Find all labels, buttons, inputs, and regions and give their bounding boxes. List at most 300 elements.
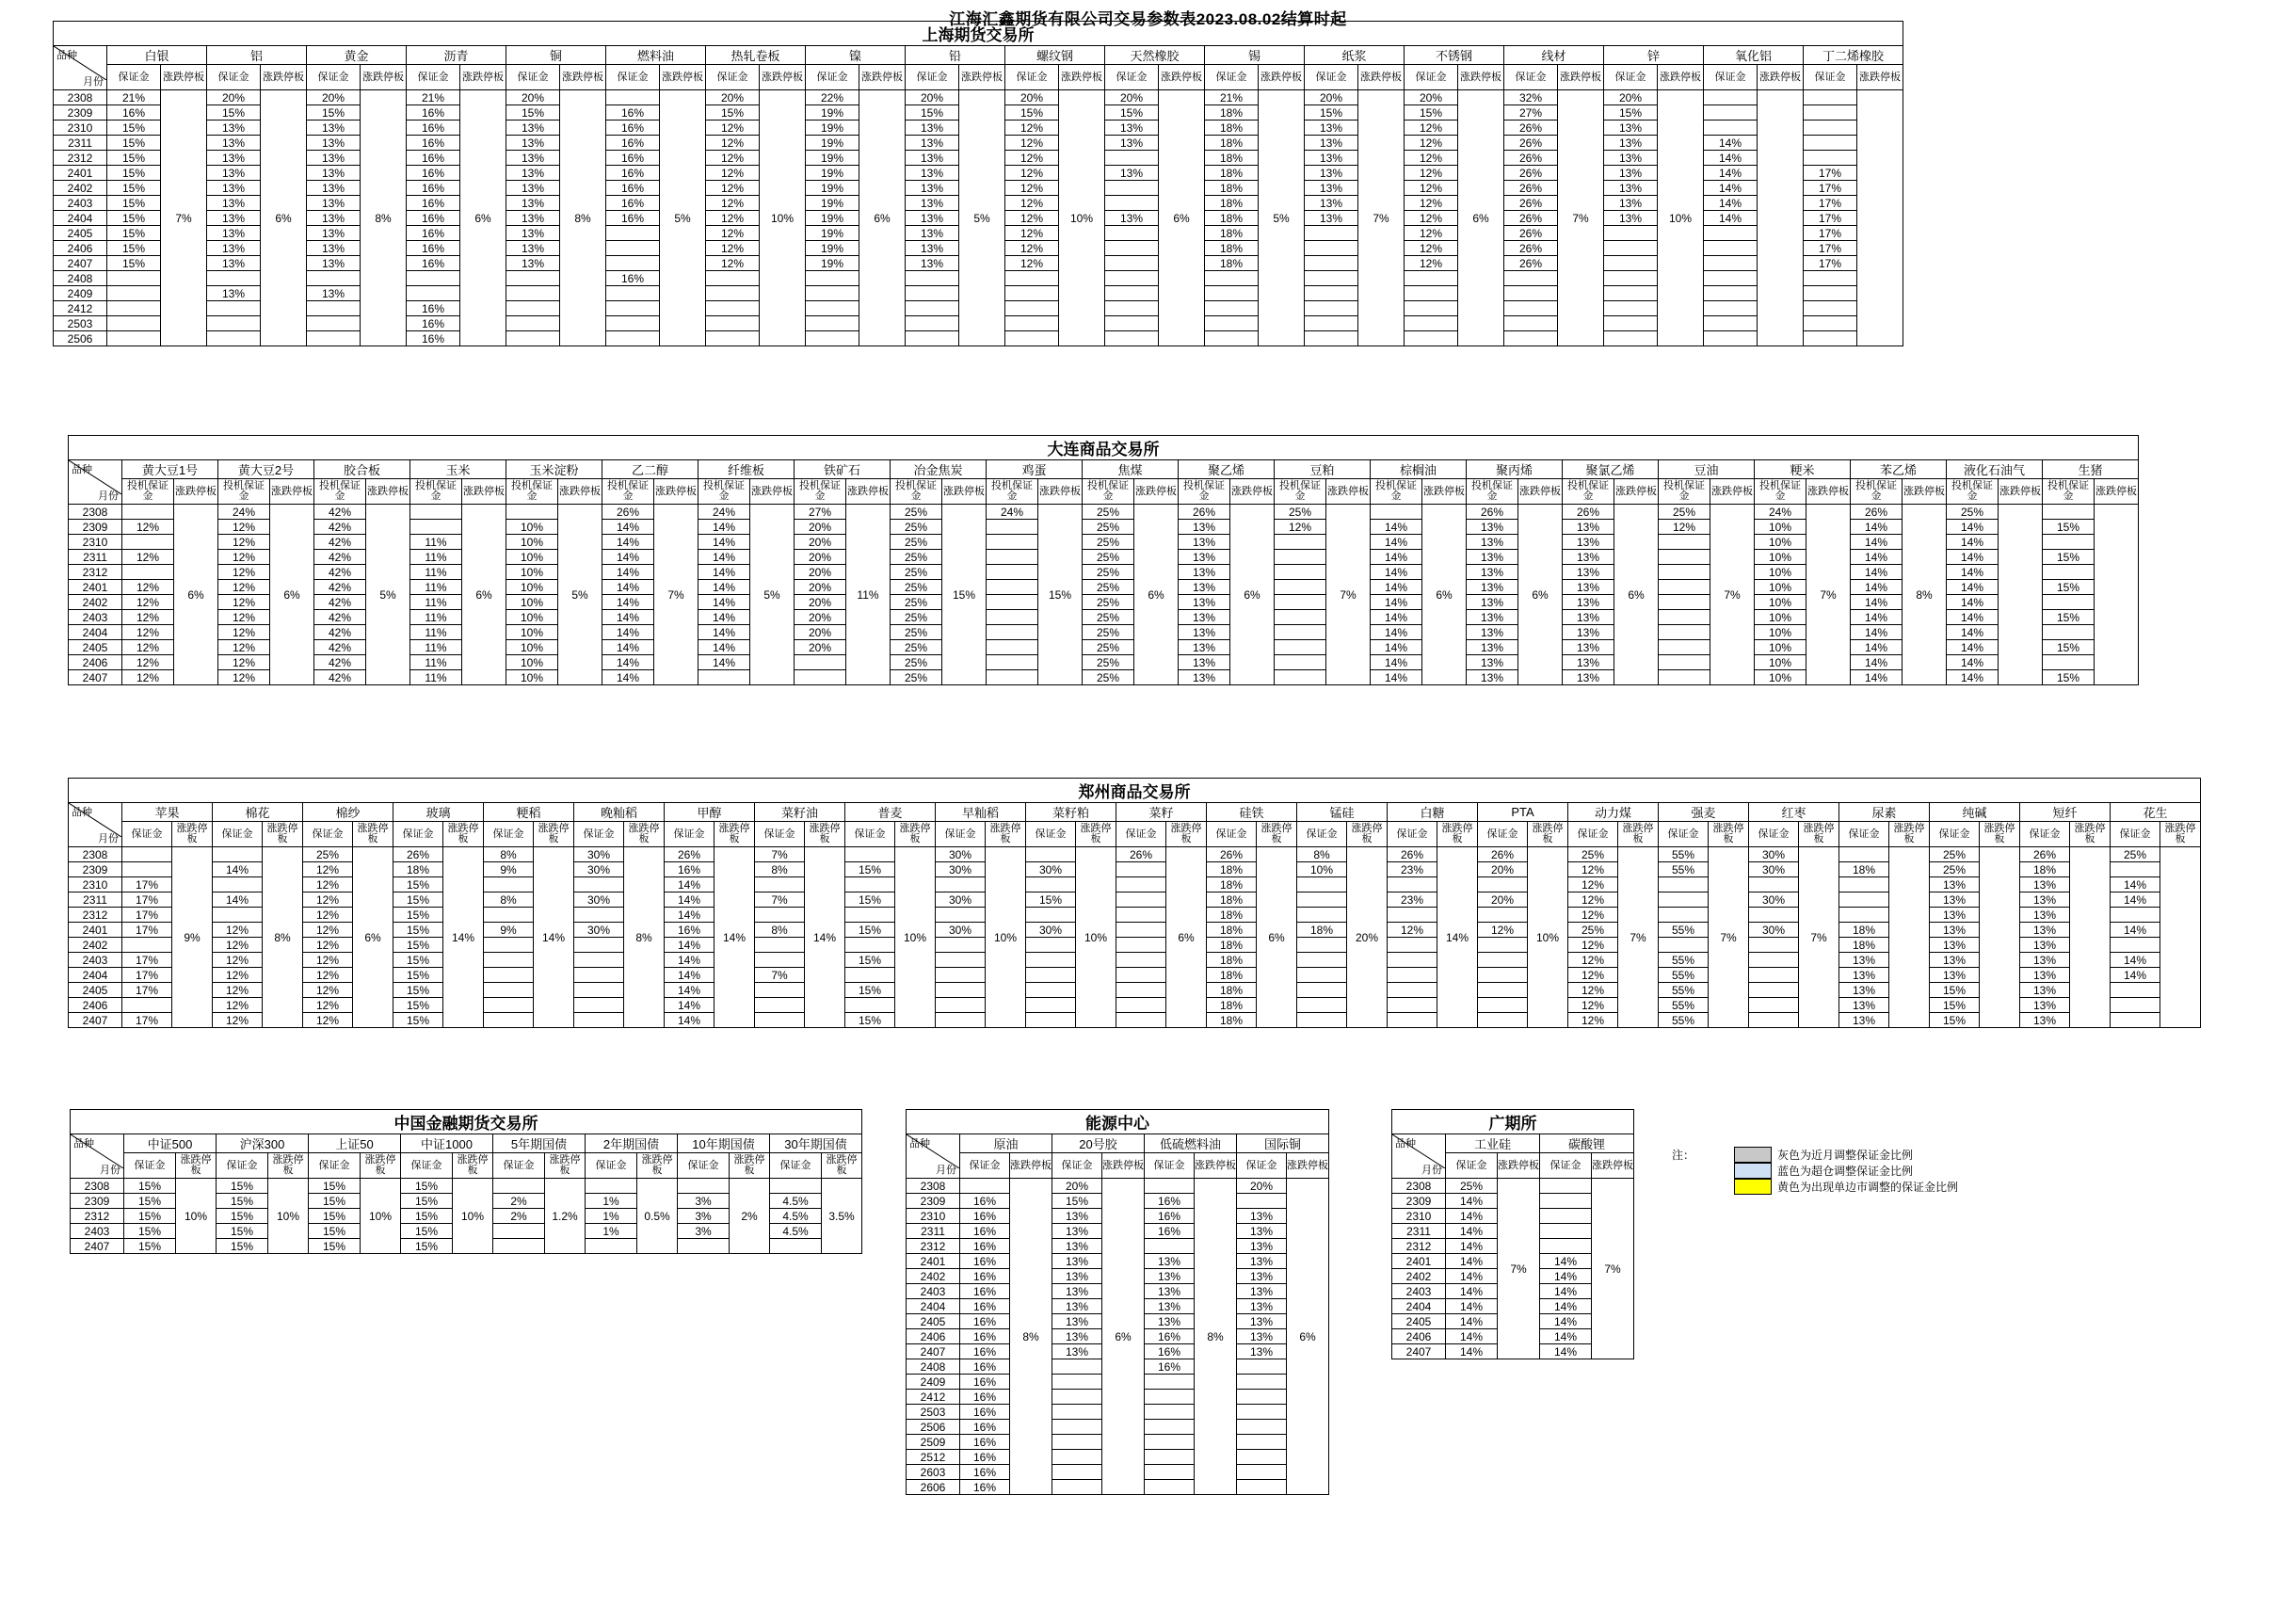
margin-cell: 13% — [2020, 953, 2070, 968]
margin-cell — [107, 301, 161, 316]
margin-cell: 13% — [1604, 196, 1658, 211]
margin-cell: 42% — [314, 520, 366, 535]
product-header: 豆油 — [1659, 460, 1755, 479]
margin-cell: 12% — [1405, 196, 1458, 211]
margin-cell: 13% — [906, 241, 959, 256]
margin-cell: 12% — [303, 908, 353, 923]
month-label: 2503 — [54, 316, 107, 331]
margin-cell — [1116, 892, 1166, 908]
margin-cell: 26% — [1504, 226, 1558, 241]
margin-cell: 14% — [1704, 136, 1758, 151]
margin-cell: 17% — [122, 983, 172, 998]
margin-cell: 12% — [213, 938, 263, 953]
margin-cell: 12% — [1005, 211, 1059, 226]
month-label: 2404 — [1392, 1299, 1446, 1314]
limit-sub-header: 涨跌停板 — [730, 1153, 770, 1179]
margin-cell: 18% — [1839, 923, 1889, 938]
margin-cell — [845, 938, 895, 953]
margin-cell — [1504, 331, 1558, 346]
margin-cell: 18% — [1297, 923, 1347, 938]
margin-cell: 14% — [698, 625, 750, 640]
limit-sub-header: 涨跌停板 — [2070, 822, 2111, 847]
margin-sub-header: 保证金 — [1052, 1153, 1102, 1179]
margin-cell — [806, 316, 859, 331]
margin-cell — [936, 1013, 986, 1028]
corner-bottom-label: 月份 — [936, 1165, 956, 1176]
margin-cell: 14% — [1446, 1344, 1498, 1359]
margin-cell — [1052, 1465, 1102, 1480]
margin-cell: 20% — [1052, 1179, 1102, 1194]
margin-cell: 11% — [410, 610, 462, 625]
month-label: 2405 — [54, 226, 107, 241]
margin-cell: 12% — [213, 1013, 263, 1028]
margin-cell: 13% — [1105, 166, 1159, 181]
margin-sub-header: 保证金 — [1568, 822, 1618, 847]
corner-header — [54, 46, 107, 90]
margin-cell: 12% — [218, 580, 270, 595]
limit-sub-header: 涨跌停板 — [270, 479, 314, 505]
margin-cell: 13% — [906, 136, 959, 151]
margin-cell — [678, 1239, 730, 1254]
margin-cell: 30% — [1749, 923, 1799, 938]
margin-cell: 12% — [1405, 121, 1458, 136]
margin-cell: 13% — [2020, 968, 2070, 983]
margin-cell: 13% — [1145, 1299, 1195, 1314]
margin-cell: 14% — [1947, 535, 1999, 550]
margin-cell — [1540, 1239, 1592, 1254]
margin-cell: 13% — [1467, 595, 1518, 610]
margin-cell: 15% — [393, 877, 443, 892]
margin-cell: 14% — [1371, 520, 1422, 535]
margin-cell: 13% — [1305, 151, 1358, 166]
margin-cell: 15% — [124, 1224, 176, 1239]
margin-cell: 13% — [906, 226, 959, 241]
margin-cell: 12% — [1405, 166, 1458, 181]
margin-cell — [1305, 226, 1358, 241]
margin-cell — [1275, 610, 1326, 625]
margin-cell — [1659, 580, 1710, 595]
margin-cell — [107, 286, 161, 301]
margin-cell — [1405, 316, 1458, 331]
margin-cell — [606, 301, 660, 316]
margin-cell: 9% — [484, 862, 534, 877]
margin-sub-header: 投机保证金 — [1083, 479, 1134, 505]
margin-cell: 14% — [1851, 655, 1903, 670]
margin-cell: 20% — [795, 580, 846, 595]
margin-cell: 13% — [207, 151, 261, 166]
margin-cell: 16% — [960, 1375, 1010, 1390]
margin-cell: 12% — [706, 226, 760, 241]
margin-cell — [1297, 998, 1347, 1013]
margin-cell — [606, 256, 660, 271]
margin-cell — [1478, 877, 1528, 892]
margin-cell: 25% — [2111, 847, 2160, 862]
margin-cell: 12% — [213, 953, 263, 968]
margin-cell — [906, 331, 959, 346]
margin-cell: 16% — [960, 1239, 1010, 1254]
margin-cell: 12% — [218, 625, 270, 640]
margin-cell: 15% — [1105, 105, 1159, 121]
margin-cell: 14% — [698, 640, 750, 655]
margin-cell: 16% — [960, 1450, 1010, 1465]
margin-cell: 15% — [393, 923, 443, 938]
margin-cell: 13% — [906, 151, 959, 166]
margin-cell: 25% — [891, 595, 942, 610]
month-label: 2405 — [907, 1314, 960, 1329]
margin-cell: 12% — [122, 640, 174, 655]
margin-cell — [1052, 1390, 1102, 1405]
limit-sub-header: 涨跌停板 — [172, 822, 213, 847]
margin-cell: 18% — [1205, 256, 1259, 271]
product-header: 低硫燃料油 — [1145, 1134, 1237, 1153]
margin-cell: 12% — [706, 181, 760, 196]
product-header: 碳酸锂 — [1540, 1134, 1634, 1153]
margin-cell — [1540, 1224, 1592, 1239]
margin-cell: 16% — [606, 196, 660, 211]
limit-sub-header: 涨跌停板 — [1134, 479, 1179, 505]
margin-cell: 10% — [1755, 580, 1806, 595]
margin-cell — [1388, 877, 1437, 892]
month-label: 2312 — [69, 565, 122, 580]
margin-cell — [1659, 640, 1710, 655]
margin-sub-header: 保证金 — [770, 1153, 822, 1179]
margin-cell: 25% — [303, 847, 353, 862]
margin-cell — [1116, 923, 1166, 938]
limit-sub-header: 涨跌停板 — [261, 65, 307, 90]
section-ine — [906, 1109, 1329, 1495]
margin-cell: 13% — [506, 211, 560, 226]
limit-sub-header: 涨跌停板 — [1518, 479, 1563, 505]
margin-cell: 24% — [987, 505, 1038, 520]
month-label: 2404 — [907, 1299, 960, 1314]
margin-cell: 25% — [1446, 1179, 1498, 1194]
margin-cell: 13% — [1930, 923, 1980, 938]
margin-cell: 14% — [2111, 892, 2160, 908]
margin-cell: 16% — [407, 301, 460, 316]
month-label: 2402 — [69, 938, 122, 953]
product-header: 铝 — [207, 46, 307, 65]
product-header: 铅 — [906, 46, 1005, 65]
margin-cell: 25% — [1083, 655, 1134, 670]
corner-bottom-label: 月份 — [100, 1165, 120, 1176]
limit-sub-header: 涨跌停板 — [1257, 822, 1297, 847]
margin-cell: 12% — [218, 595, 270, 610]
margin-cell — [1659, 535, 1710, 550]
margin-cell: 13% — [307, 241, 361, 256]
margin-cell: 13% — [1237, 1329, 1287, 1344]
margin-cell: 32% — [1504, 90, 1558, 105]
margin-cell: 13% — [307, 226, 361, 241]
margin-cell — [987, 565, 1038, 580]
margin-cell: 25% — [891, 580, 942, 595]
margin-cell: 13% — [1305, 121, 1358, 136]
margin-cell — [987, 610, 1038, 625]
margin-cell — [1297, 968, 1347, 983]
margin-cell: 16% — [960, 1209, 1010, 1224]
margin-cell: 20% — [1604, 90, 1658, 105]
margin-cell — [1005, 331, 1059, 346]
month-label: 2401 — [1392, 1254, 1446, 1269]
margin-cell: 30% — [936, 862, 986, 877]
margin-cell — [574, 953, 624, 968]
limit-cell: 8% — [1195, 1179, 1237, 1495]
margin-cell: 13% — [1305, 181, 1358, 196]
margin-cell: 7% — [755, 968, 805, 983]
product-header: 白银 — [107, 46, 207, 65]
margin-cell: 19% — [806, 196, 859, 211]
margin-cell: 26% — [665, 847, 714, 862]
margin-cell: 13% — [207, 241, 261, 256]
margin-cell: 14% — [1540, 1299, 1592, 1314]
margin-cell: 13% — [1145, 1284, 1195, 1299]
margin-cell: 13% — [1179, 535, 1230, 550]
margin-cell: 15% — [1604, 105, 1658, 121]
limit-sub-header: 涨跌停板 — [361, 65, 407, 90]
margin-cell — [755, 908, 805, 923]
margin-cell: 16% — [407, 196, 460, 211]
product-header: 普麦 — [845, 803, 936, 822]
margin-cell — [1305, 241, 1358, 256]
margin-cell — [213, 847, 263, 862]
margin-cell — [987, 625, 1038, 640]
margin-cell: 14% — [1851, 595, 1903, 610]
margin-cell: 13% — [207, 121, 261, 136]
margin-cell: 24% — [1755, 505, 1806, 520]
margin-cell: 18% — [1839, 862, 1889, 877]
limit-sub-header: 涨跌停板 — [462, 479, 506, 505]
margin-cell — [1749, 938, 1799, 953]
margin-cell: 18% — [1205, 226, 1259, 241]
margin-cell: 55% — [1659, 953, 1709, 968]
margin-cell: 16% — [1145, 1194, 1195, 1209]
corner-header — [69, 460, 122, 505]
margin-cell — [122, 505, 174, 520]
margin-sub-header: 保证金 — [755, 822, 805, 847]
margin-cell: 42% — [314, 610, 366, 625]
margin-cell — [484, 983, 534, 998]
margin-cell: 12% — [122, 670, 174, 685]
margin-cell: 15% — [107, 256, 161, 271]
margin-cell: 14% — [213, 862, 263, 877]
margin-cell — [574, 983, 624, 998]
corner-header — [907, 1134, 960, 1179]
margin-cell — [207, 316, 261, 331]
margin-cell — [987, 520, 1038, 535]
margin-cell: 13% — [1563, 670, 1614, 685]
margin-cell — [1005, 316, 1059, 331]
product-header: 黄大豆2号 — [218, 460, 314, 479]
product-header: 线材 — [1504, 46, 1604, 65]
margin-cell — [1145, 1480, 1195, 1495]
margin-cell — [1116, 862, 1166, 877]
limit-cell: 3.5% — [822, 1179, 862, 1254]
margin-cell — [1804, 331, 1857, 346]
margin-cell: 12% — [1005, 256, 1059, 271]
margin-cell: 25% — [891, 565, 942, 580]
month-label: 2412 — [54, 301, 107, 316]
margin-cell — [845, 847, 895, 862]
margin-cell: 15% — [1052, 1194, 1102, 1209]
limit-sub-header: 涨跌停板 — [558, 479, 602, 505]
margin-cell: 13% — [1179, 625, 1230, 640]
margin-cell: 13% — [1105, 121, 1159, 136]
margin-cell: 16% — [606, 121, 660, 136]
margin-cell: 10% — [1755, 610, 1806, 625]
margin-cell: 16% — [407, 166, 460, 181]
margin-cell: 12% — [1405, 136, 1458, 151]
limit-sub-header: 涨跌停板 — [1758, 65, 1804, 90]
margin-cell: 16% — [407, 211, 460, 226]
margin-cell: 13% — [1179, 595, 1230, 610]
margin-cell: 13% — [1179, 640, 1230, 655]
margin-cell: 15% — [307, 105, 361, 121]
month-label: 2405 — [1392, 1314, 1446, 1329]
margin-cell: 18% — [1207, 877, 1257, 892]
margin-cell: 14% — [602, 595, 654, 610]
margin-cell — [936, 908, 986, 923]
margin-cell — [122, 938, 172, 953]
margin-cell — [706, 271, 760, 286]
margin-cell — [574, 938, 624, 953]
margin-cell: 42% — [314, 550, 366, 565]
limit-sub-header: 涨跌停板 — [1102, 1153, 1145, 1179]
limit-sub-header: 涨跌停板 — [986, 822, 1026, 847]
margin-cell — [307, 301, 361, 316]
month-label: 2408 — [54, 271, 107, 286]
margin-cell — [1205, 331, 1259, 346]
margin-sub-header: 保证金 — [806, 65, 859, 90]
margin-cell: 13% — [207, 136, 261, 151]
product-header: 短纤 — [2020, 803, 2111, 822]
month-label: 2308 — [1392, 1179, 1446, 1194]
margin-cell: 16% — [407, 121, 460, 136]
margin-cell — [936, 983, 986, 998]
margin-cell: 12% — [122, 550, 174, 565]
margin-cell — [706, 301, 760, 316]
margin-cell — [1116, 998, 1166, 1013]
margin-cell: 10% — [506, 520, 558, 535]
margin-cell: 14% — [1371, 580, 1422, 595]
product-header: PTA — [1478, 803, 1568, 822]
margin-cell: 14% — [1704, 196, 1758, 211]
margin-cell: 13% — [1305, 166, 1358, 181]
limit-cell — [1758, 90, 1804, 346]
margin-cell: 19% — [806, 151, 859, 166]
limit-sub-header: 涨跌停板 — [1326, 479, 1371, 505]
margin-cell: 12% — [122, 655, 174, 670]
margin-cell: 2% — [493, 1209, 545, 1224]
margin-cell: 14% — [1446, 1254, 1498, 1269]
margin-cell: 15% — [217, 1224, 268, 1239]
margin-sub-header: 投机保证金 — [410, 479, 462, 505]
margin-cell: 12% — [213, 983, 263, 998]
margin-cell: 15% — [217, 1209, 268, 1224]
margin-cell: 42% — [314, 625, 366, 640]
margin-cell: 13% — [1467, 670, 1518, 685]
margin-cell — [1237, 1390, 1287, 1405]
margin-cell: 13% — [1179, 655, 1230, 670]
margin-cell — [1145, 1390, 1195, 1405]
margin-cell: 14% — [2111, 968, 2160, 983]
limit-cell: 6% — [261, 90, 307, 346]
margin-cell: 30% — [574, 847, 624, 862]
margin-cell — [1371, 505, 1422, 520]
margin-cell — [1297, 938, 1347, 953]
margin-cell: 25% — [1275, 505, 1326, 520]
limit-cell: 14% — [714, 847, 755, 1028]
limit-sub-header: 涨跌停板 — [1857, 65, 1903, 90]
margin-cell: 14% — [1371, 610, 1422, 625]
margin-sub-header: 保证金 — [1540, 1153, 1592, 1179]
margin-cell — [1105, 226, 1159, 241]
margin-cell: 14% — [698, 565, 750, 580]
margin-cell: 16% — [407, 136, 460, 151]
margin-cell: 25% — [891, 520, 942, 535]
limit-sub-header: 涨跌停板 — [1287, 1153, 1329, 1179]
margin-cell — [1478, 938, 1528, 953]
margin-cell: 13% — [1052, 1284, 1102, 1299]
margin-cell: 14% — [1851, 610, 1903, 625]
margin-cell — [1116, 908, 1166, 923]
margin-cell: 14% — [1947, 565, 1999, 580]
limit-cell: 7% — [1799, 847, 1839, 1028]
margin-cell: 15% — [124, 1209, 176, 1224]
margin-cell: 20% — [906, 90, 959, 105]
margin-cell — [1275, 535, 1326, 550]
month-label: 2312 — [1392, 1239, 1446, 1254]
margin-cell: 14% — [1371, 535, 1422, 550]
margin-cell — [770, 1179, 822, 1194]
margin-cell: 25% — [1083, 595, 1134, 610]
margin-cell: 12% — [706, 136, 760, 151]
margin-cell: 18% — [1207, 998, 1257, 1013]
margin-cell: 26% — [1388, 847, 1437, 862]
margin-cell: 10% — [506, 640, 558, 655]
product-header: 锡 — [1205, 46, 1305, 65]
margin-cell — [906, 286, 959, 301]
margin-cell — [307, 331, 361, 346]
month-label: 2509 — [907, 1435, 960, 1450]
margin-cell — [1026, 953, 1076, 968]
margin-cell: 12% — [706, 121, 760, 136]
margin-cell — [122, 847, 172, 862]
month-label: 2402 — [69, 595, 122, 610]
margin-cell: 16% — [1145, 1359, 1195, 1375]
margin-cell: 14% — [2111, 877, 2160, 892]
margin-cell: 13% — [1563, 595, 1614, 610]
margin-cell: 14% — [665, 983, 714, 998]
margin-cell: 25% — [1083, 640, 1134, 655]
month-label: 2401 — [69, 580, 122, 595]
margin-cell: 14% — [665, 998, 714, 1013]
margin-cell: 26% — [1179, 505, 1230, 520]
margin-cell — [2043, 505, 2095, 520]
margin-cell: 10% — [506, 610, 558, 625]
month-label: 2309 — [71, 1194, 124, 1209]
limit-sub-header: 涨跌停板 — [1799, 822, 1839, 847]
margin-cell: 13% — [1839, 1013, 1889, 1028]
margin-cell: 14% — [1540, 1314, 1592, 1329]
margin-cell: 14% — [1371, 625, 1422, 640]
table-cffex — [70, 1134, 862, 1254]
margin-cell: 13% — [1604, 211, 1658, 226]
limit-sub-header: 涨跌停板 — [1558, 65, 1604, 90]
limit-cell: 14% — [805, 847, 845, 1028]
product-header: 2年期国债 — [586, 1134, 678, 1153]
margin-cell: 20% — [1237, 1179, 1287, 1194]
margin-cell: 13% — [906, 196, 959, 211]
margin-cell: 13% — [1839, 968, 1889, 983]
